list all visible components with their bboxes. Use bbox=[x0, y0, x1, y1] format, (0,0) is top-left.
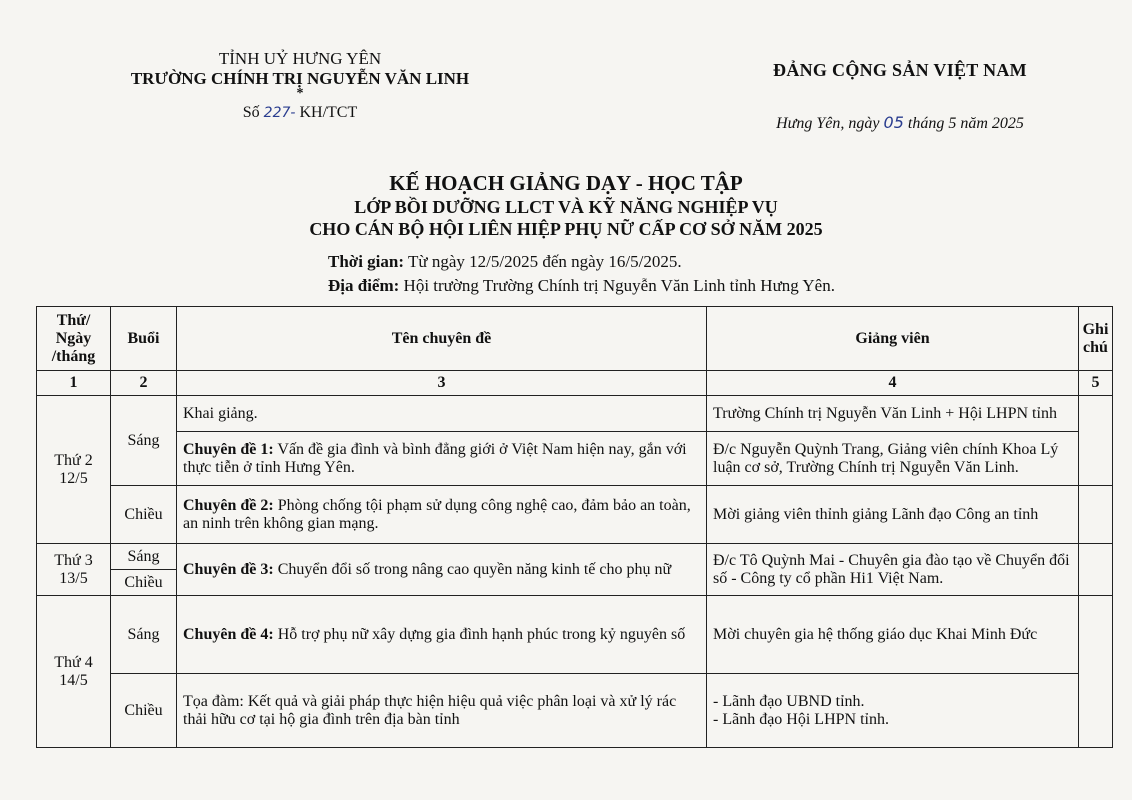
col-index: 3 bbox=[177, 371, 707, 396]
session-cell: Chiều bbox=[111, 570, 177, 596]
lecturer-cell: Đ/c Tô Quỳnh Mai - Chuyên gia đào tạo về Chuyển đổi số - Công ty cổ phần Hi1 Việt Nam. bbox=[707, 544, 1079, 596]
document-title: KẾ HOẠCH GIẢNG DẠY - HỌC TẬP bbox=[389, 171, 743, 195]
day-cell bbox=[37, 596, 111, 748]
note-cell bbox=[1079, 396, 1113, 486]
time-line bbox=[328, 250, 835, 274]
day-label: Thứ 2 bbox=[54, 451, 93, 469]
day-label: Thứ 4 bbox=[54, 653, 93, 671]
number-handwritten: 227- bbox=[263, 105, 296, 121]
issue-date bbox=[740, 113, 1060, 133]
session-cell: Sáng bbox=[111, 396, 177, 486]
col-index: 4 bbox=[707, 371, 1079, 396]
session-cell: Chiều bbox=[111, 486, 177, 544]
col-index: 2 bbox=[111, 371, 177, 396]
date-prefix: Hưng Yên, ngày bbox=[776, 115, 880, 132]
info-block bbox=[328, 250, 835, 298]
day-cell bbox=[37, 396, 111, 544]
schedule-table bbox=[36, 306, 1113, 748]
session-cell: Chiều bbox=[111, 674, 177, 748]
topic-cell: Chuyên đề 4: Hỗ trợ phụ nữ xây dựng gia đình hạnh phúc trong kỷ nguyên số bbox=[177, 596, 707, 674]
table-row bbox=[37, 432, 1113, 486]
col-header-topic: Tên chuyên đề bbox=[177, 307, 707, 371]
number-prefix: Số bbox=[242, 104, 260, 121]
topic-cell: Chuyên đề 1: Vấn đề gia đình và bình đẳng giới ở Việt Nam hiện nay, gắn với thực tiễn ở tỉnh Hưng Yên. bbox=[177, 432, 707, 486]
lecturer-cell: Trường Chính trị Nguyễn Văn Linh + Hội LHPN tỉnh bbox=[707, 396, 1079, 432]
lecturer-cell: Đ/c Nguyễn Quỳnh Trang, Giảng viên chính Khoa Lý luận cơ sở, Trường Chính trị Nguyễn Văn Linh. bbox=[707, 432, 1079, 486]
day-date: 12/5 bbox=[59, 469, 88, 487]
party-name: ĐẢNG CỘNG SẢN VIỆT NAM bbox=[773, 60, 1027, 80]
topic-cell: Khai giảng. bbox=[177, 396, 707, 432]
time-label: Thời gian: bbox=[328, 252, 405, 271]
lecturer-line: - Lãnh đạo Hội LHPN tỉnh. bbox=[713, 710, 889, 728]
note-cell bbox=[1079, 596, 1113, 748]
col-header-session: Buổi bbox=[111, 307, 177, 371]
topic-cell: Chuyên đề 3: Chuyển đổi số trong nâng cao quyền năng kinh tế cho phụ nữ bbox=[177, 544, 707, 596]
document-number bbox=[80, 101, 520, 125]
document-subtitle-2: CHO CÁN BỘ HỘI LIÊN HIỆP PHỤ NỮ CẤP CƠ SỞ NĂM 2025 bbox=[309, 219, 823, 239]
col-index: 5 bbox=[1079, 371, 1113, 396]
document-subtitle-1: LỚP BỒI DƯỠNG LLCT VÀ KỸ NĂNG NGHIỆP VỤ bbox=[354, 197, 778, 217]
col-header-lecturer: Giảng viên bbox=[707, 307, 1079, 371]
table-row bbox=[37, 544, 1113, 570]
time-value: Từ ngày 12/5/2025 đến ngày 16/5/2025. bbox=[407, 252, 682, 271]
topic-cell: Chuyên đề 2: Phòng chống tội phạm sử dụng công nghệ cao, đảm bảo an toàn, an ninh trên không gian mạng. bbox=[177, 486, 707, 544]
header-row bbox=[37, 307, 1113, 371]
number-suffix: KH/TCT bbox=[299, 104, 358, 121]
place-value: Hội trường Trường Chính trị Nguyễn Văn Linh tỉnh Hưng Yên. bbox=[403, 276, 835, 295]
note-cell bbox=[1079, 544, 1113, 596]
place-line bbox=[328, 274, 835, 298]
day-date: 13/5 bbox=[59, 569, 88, 587]
lecturer-line: - Lãnh đạo UBND tỉnh. bbox=[713, 692, 865, 710]
org-parent: TỈNH UỶ HƯNG YÊN bbox=[218, 49, 382, 68]
star-mark: * bbox=[296, 86, 304, 101]
session-cell: Sáng bbox=[111, 544, 177, 570]
lecturer-cell: Mời chuyên gia hệ thống giáo dục Khai Minh Đức bbox=[707, 596, 1079, 674]
index-row bbox=[37, 371, 1113, 396]
party-block bbox=[740, 60, 1060, 133]
title-block bbox=[60, 170, 1072, 240]
lecturer-cell: Mời giảng viên thỉnh giảng Lãnh đạo Công an tỉnh bbox=[707, 486, 1079, 544]
place-label: Địa điểm: bbox=[328, 276, 400, 295]
issuer-block bbox=[80, 48, 520, 125]
col-header-note: Ghi chú bbox=[1079, 307, 1113, 371]
table-row bbox=[37, 596, 1113, 674]
day-label: Thứ 3 bbox=[54, 551, 93, 569]
lecturer-cell bbox=[707, 674, 1079, 748]
table-row bbox=[37, 674, 1113, 748]
topic-cell: Tọa đàm: Kết quả và giải pháp thực hiện hiệu quả việc phân loại và xử lý rác thải hữu cơ tại hộ gia đình trên địa bàn tỉnh bbox=[177, 674, 707, 748]
note-cell bbox=[1079, 486, 1113, 544]
day-date: 14/5 bbox=[59, 671, 88, 689]
table-row bbox=[37, 396, 1113, 432]
table-row bbox=[37, 486, 1113, 544]
col-index: 1 bbox=[37, 371, 111, 396]
date-suffix: tháng 5 năm 2025 bbox=[907, 115, 1024, 132]
org-name: TRƯỜNG CHÍNH TRỊ NGUYỄN VĂN LINH bbox=[130, 69, 470, 88]
session-cell: Sáng bbox=[111, 596, 177, 674]
day-cell bbox=[37, 544, 111, 596]
col-header-day: Thứ/ Ngày /tháng bbox=[37, 307, 111, 371]
date-day: 05 bbox=[883, 113, 904, 132]
